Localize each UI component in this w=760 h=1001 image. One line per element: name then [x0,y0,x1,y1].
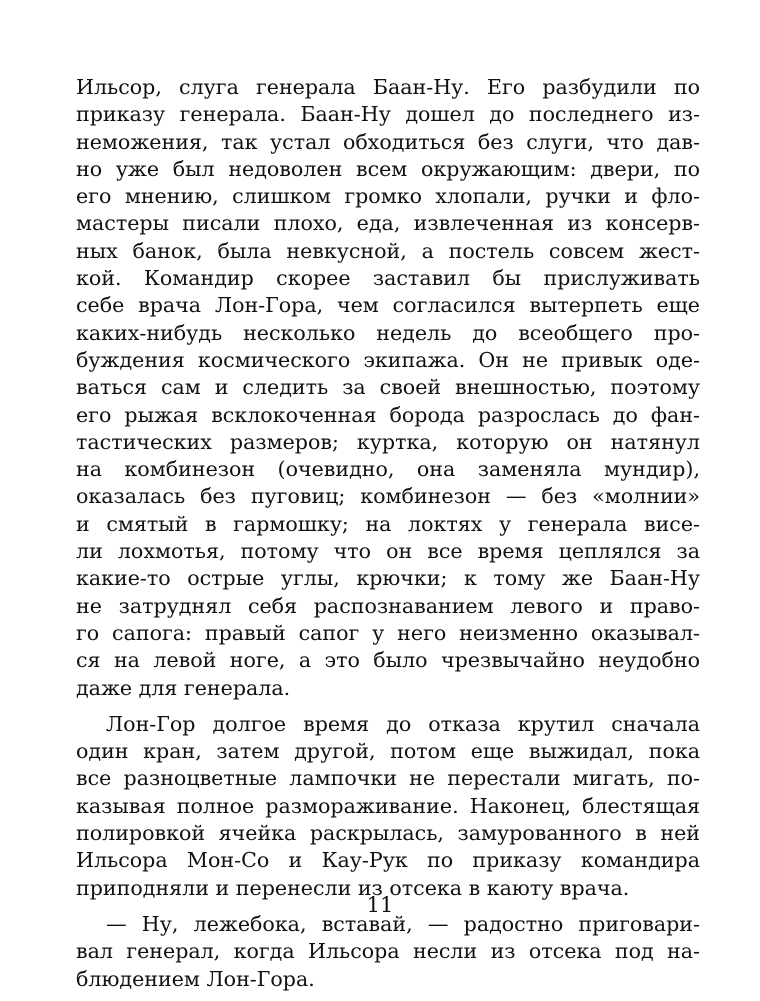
text-line: каких-нибудь несколько недель до всеобщего про- [76,320,700,345]
page-body [76,74,700,993]
text-line: один кран, затем другой, потом еще выжидал, пока [76,739,700,764]
text-line: Ильсор, слуга генерала Баан-Ну. Его разбудили по [76,75,700,99]
text-line: ных банок, была невкусной, а постель совсем жест- [76,238,700,263]
text-line: тастических размеров; куртка, которую он натянул [76,429,700,454]
text-line: ваться сам и следить за своей внешностью, поэтому [76,375,700,400]
text-line: Ильсора Мон-Со и Кау-Рук по приказу командира [76,848,700,873]
text-line: блюдением Лон-Гора. [76,966,315,991]
text-line: мастеры писали плохо, еда, извлеченная из консерв- [76,211,700,236]
text-line: казывая полное размораживание. Наконец, блестящая [76,793,700,818]
text-line: все разноцветные лампочки не перестали мигать, по- [76,766,700,791]
text-line: буждения космического экипажа. Он не привык оде- [76,347,700,372]
text-line: ли лохмотья, потому что он все время цеплялся за [76,539,700,564]
text-line: кой. Командир скорее заставил бы прислуживать [76,266,700,291]
text-line: неможения, так устал обходиться без слуги, что дав- [76,129,700,154]
text-line: на комбинезон (очевидно, она заменяла мундир), [76,457,700,482]
text-line: приподняли и перенесли из отсека в каюту врача. [76,875,630,900]
text-line: но уже был недоволен всем окружающим: двери, по [76,156,700,181]
text-line: не затруднял себя распознаванием левого и право- [76,593,700,618]
text-line: даже для генерала. [76,675,291,700]
paragraph-3 [76,911,700,993]
text-line: его мнению, слишком громко хлопали, ручки и фло- [76,184,700,209]
text-line: — Ну, лежебока, вставай, — радостно приговари- [106,911,700,936]
text-line: ся на левой ноге, а это было чрезвычайно неудобно [76,648,700,673]
text-line: полировкой ячейка раскрылась, замурованного в ней [76,821,700,846]
text-line: приказу генерала. Баан-Ну дошел до последнего из- [76,102,700,127]
paragraph-2 [76,711,700,902]
paragraph-1 [76,74,700,702]
text-line: какие-то острые углы, крючки; к тому же Баан-Ну [76,566,700,591]
text-line: себе врача Лон-Гора, чем согласился вытерпеть еще [76,293,700,318]
text-line: вал генерал, когда Ильсора несли из отсека под на- [76,939,700,964]
text-line: и смятый в гармошку; на локтях у генерала висе- [76,511,700,536]
page-number: 11 [366,893,394,917]
text-line: его рыжая всклокоченная борода разрослась до фан- [76,402,700,427]
paragraph-spacer [76,702,700,711]
text-line: оказалась без пуговиц; комбинезон — без «молнии» [76,484,700,509]
text-line: Лон-Гор долгое время до отказа крутил сначала [106,711,700,736]
text-line: го сапога: правый сапог у него неизменно оказывал- [76,620,700,645]
